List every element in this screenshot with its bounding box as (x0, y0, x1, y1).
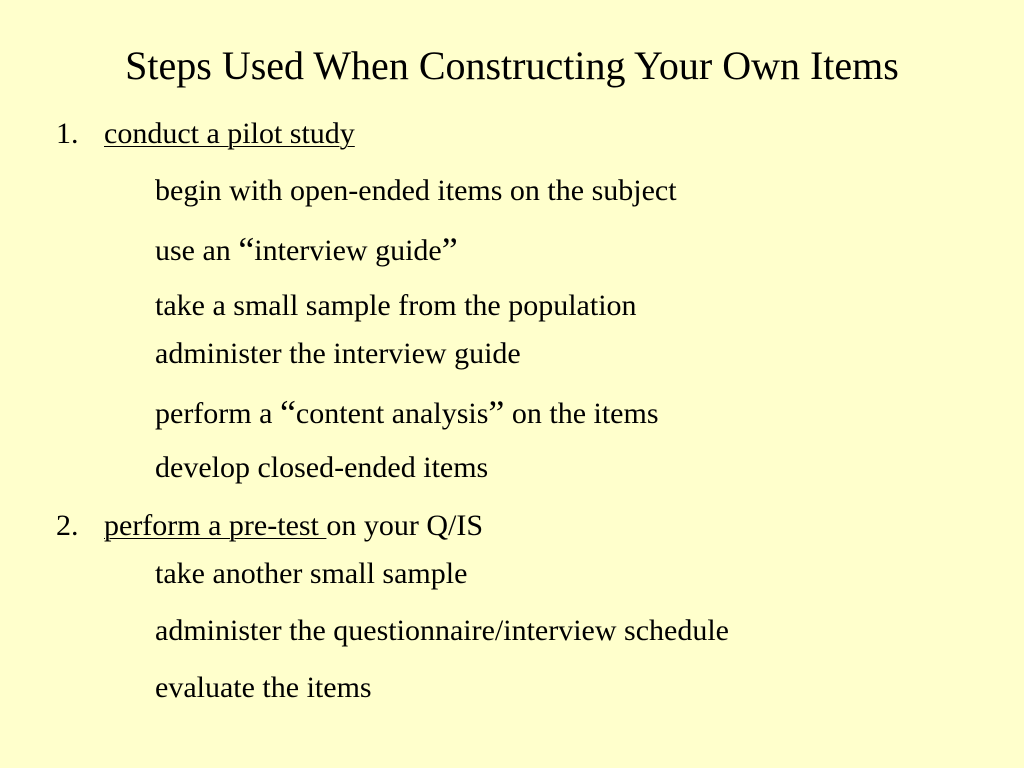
step-1-heading: conduct a pilot study (104, 117, 355, 150)
step-2-item-1: take another small sample (155, 557, 468, 590)
step-2-number: 2. (56, 509, 79, 542)
step-2-item-3: evaluate the items (155, 671, 372, 704)
step-1-item-5-after: on the items (504, 397, 659, 430)
step-1-item-5 (155, 393, 659, 432)
step-1-item-2-before: use an (155, 234, 239, 267)
close-quote: ” (488, 393, 505, 433)
step-1-item-5-quoted: content analysis (295, 397, 489, 430)
step-1-item-1: begin with open-ended items on the subject (155, 174, 677, 207)
step-2-heading-line (56, 508, 483, 544)
step-1-heading-line (56, 116, 355, 152)
step-2-heading-suffix: on your Q/IS (326, 509, 484, 542)
step-1-item-6: develop closed-ended items (155, 451, 489, 484)
open-quote: “ (238, 230, 255, 270)
step-2-heading: perform a pre-test (104, 509, 327, 542)
step-1-item-5-before: perform a (155, 397, 280, 430)
step-1-item-2-quoted: interview guide (254, 234, 442, 267)
open-quote: “ (279, 393, 296, 433)
close-quote: ” (441, 230, 458, 270)
step-1-item-3: take a small sample from the population (155, 289, 637, 322)
step-1-item-2 (155, 230, 458, 269)
slide-title: Steps Used When Constructing Your Own Items (125, 43, 899, 88)
step-1-number: 1. (56, 117, 79, 150)
step-1-item-4: administer the interview guide (155, 337, 521, 370)
step-2-item-2: administer the questionnaire/interview schedule (155, 614, 729, 647)
